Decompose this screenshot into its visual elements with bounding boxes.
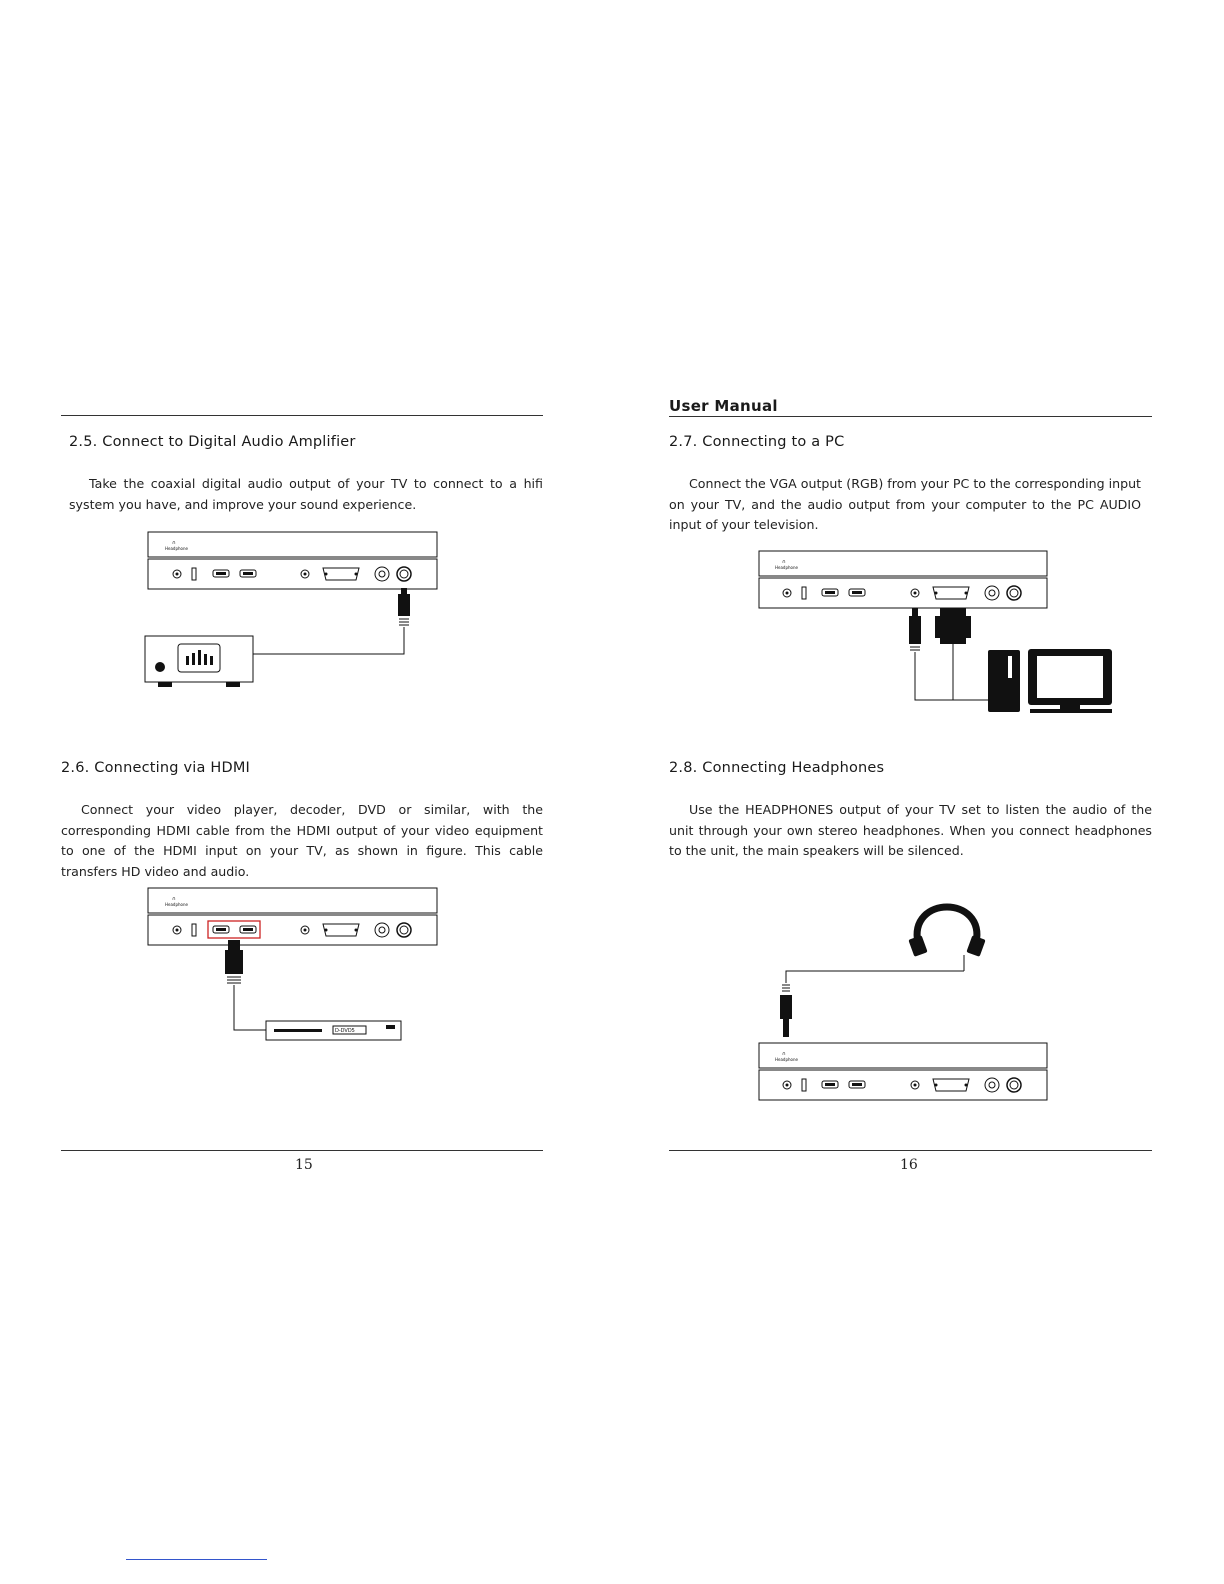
section-title-2-7: 2.7. Connecting to a PC — [669, 434, 845, 450]
hdmi-plug — [225, 940, 266, 1030]
link-underline — [126, 1559, 267, 1560]
amplifier-unit — [145, 636, 253, 687]
headphone-port-label: Headphone — [775, 565, 798, 570]
hdmi-diagram — [140, 886, 450, 1046]
headphones-diagram — [750, 885, 1060, 1110]
svg-text:∩: ∩ — [782, 559, 786, 565]
section-para-2-5: Take the coaxial digital audio output of your TV to connect to a hifi system you have, and improve your sound experience. — [69, 476, 543, 512]
section-title-2-5: 2.5. Connect to Digital Audio Amplifier — [69, 434, 356, 450]
left-bottom-rule — [61, 1150, 543, 1151]
right-top-rule — [669, 416, 1152, 417]
amplifier-diagram — [140, 530, 450, 690]
headphones-icon — [786, 907, 986, 983]
tv-panel — [148, 532, 437, 589]
vga-plug — [935, 608, 971, 700]
headphone-port-label: Headphone — [165, 546, 188, 551]
right-bottom-rule — [669, 1150, 1152, 1151]
pc-monitor — [1028, 649, 1112, 713]
svg-text:∩: ∩ — [172, 540, 176, 546]
coaxial-plug — [253, 588, 410, 654]
section-para-2-8: Use the HEADPHONES output of your TV set to listen the audio of the unit through your own stereo headphones. When you connect headphones to the unit, the main speakers will be silenced. — [669, 802, 1152, 858]
section-para-2-7: Connect the VGA output (RGB) from your PC to the corresponding input on your TV, and the audio output from your computer to the PC AUDIO input of your television. — [669, 476, 1141, 532]
svg-text:∩: ∩ — [172, 896, 176, 902]
headphone-port-label: Headphone — [775, 1057, 798, 1062]
tv-panel — [759, 551, 1047, 608]
page-number-right: 16 — [900, 1157, 918, 1173]
player-label: D-DVD5 — [335, 1028, 355, 1034]
svg-text:∩: ∩ — [782, 1051, 786, 1057]
video-player — [266, 1021, 401, 1040]
section-title-2-6: 2.6. Connecting via HDMI — [61, 760, 251, 776]
pc-tower — [988, 650, 1020, 712]
header-title: User Manual — [669, 397, 778, 415]
pc-diagram — [750, 548, 1120, 718]
section-title-2-8: 2.8. Connecting Headphones — [669, 760, 885, 776]
left-top-rule — [61, 415, 543, 416]
headphone-port-label: Headphone — [165, 902, 188, 907]
page-number-left: 15 — [295, 1157, 313, 1173]
section-para-2-6: Connect your video player, decoder, DVD or similar, with the corresponding HDMI cable from the HDMI output of your video equipment to one of the HDMI input on your TV, as shown in figure. This cable transfers HD video and audio. — [61, 802, 543, 879]
headphone-plug — [780, 985, 792, 1037]
tv-panel — [759, 1043, 1047, 1100]
tv-panel — [148, 888, 437, 945]
